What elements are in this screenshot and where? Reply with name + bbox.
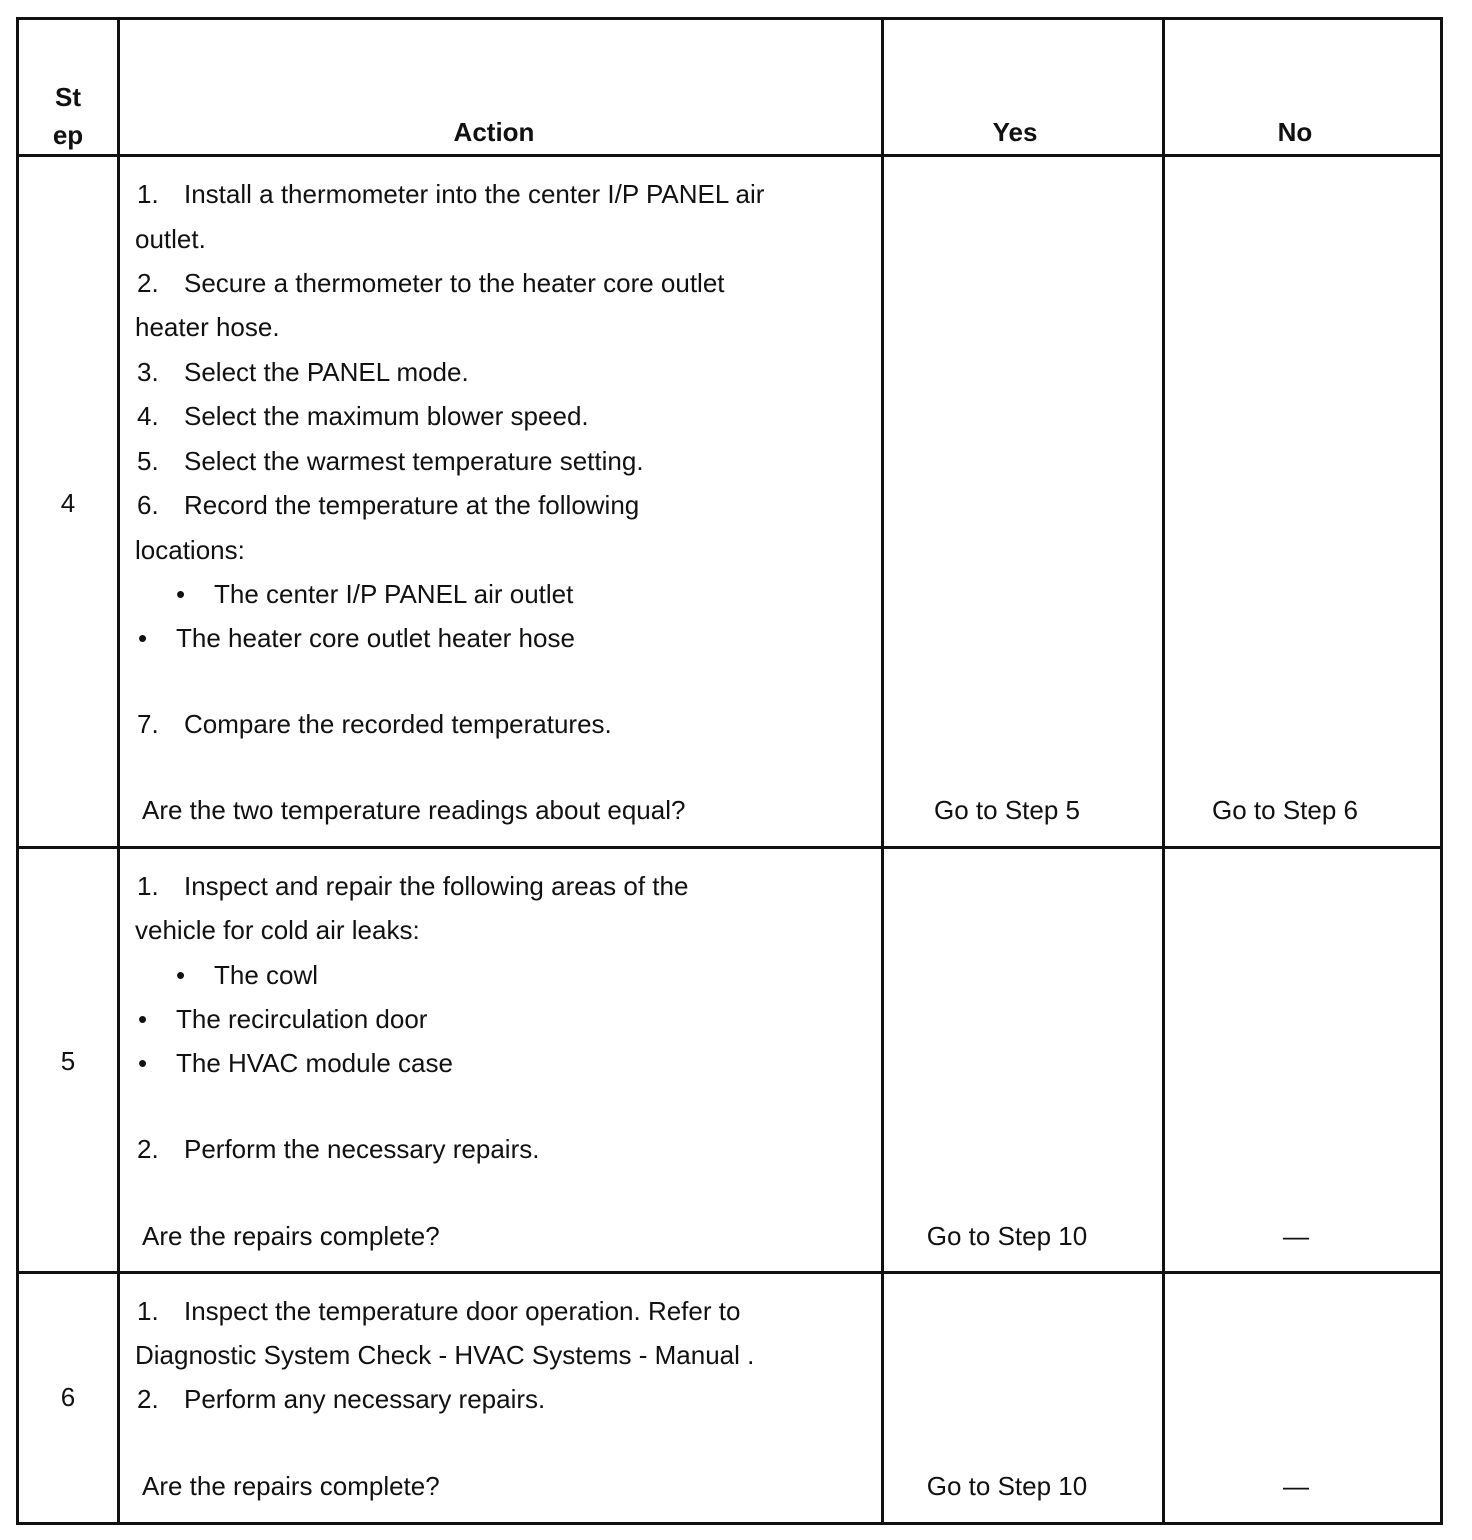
bullet-icon: • — [138, 623, 148, 653]
header-action: Action — [453, 117, 535, 147]
no-dash: — — [1283, 1221, 1309, 1251]
yes-link[interactable]: Go to Step 5 — [934, 795, 1080, 825]
header-yes: Yes — [992, 117, 1038, 147]
bullet-icon: • — [138, 1004, 148, 1034]
column-divider-yes — [1162, 18, 1165, 1525]
step-number: 4 — [60, 488, 76, 518]
header-step-line2: ep — [52, 120, 84, 150]
action-line: 2. Perform the necessary repairs. — [137, 1134, 540, 1164]
header-divider — [16, 154, 1443, 157]
action-line: 4. Select the maximum blower speed. — [137, 401, 589, 431]
action-line: 7. Compare the recorded temperatures. — [137, 709, 612, 739]
bullet-line: • The center I/P PANEL air outlet — [176, 579, 574, 609]
table-border-bottom — [16, 1522, 1443, 1525]
action-line: 1. Install a thermometer into the center I/P PANEL air — [137, 179, 765, 209]
question-line: Are the repairs complete? — [142, 1471, 440, 1501]
list-number: 4. — [137, 401, 159, 431]
row-divider-4-5 — [16, 846, 1443, 849]
bullet-icon: • — [176, 960, 186, 990]
no-link[interactable]: Go to Step 6 — [1212, 795, 1358, 825]
action-line: 6. Record the temperature at the following — [137, 490, 640, 520]
bullet-line: • The cowl — [176, 960, 319, 990]
list-number: 3. — [137, 357, 159, 387]
bullet-line: • The heater core outlet heater hose — [138, 623, 575, 653]
question-line: Are the repairs complete? — [142, 1221, 440, 1251]
yes-link[interactable]: Go to Step 10 — [926, 1471, 1088, 1501]
list-number: 7. — [137, 709, 159, 739]
table-border-left — [16, 18, 19, 1525]
bullet-line: • The recirculation door — [138, 1004, 428, 1034]
bullet-icon: • — [176, 579, 186, 609]
list-number: 6. — [137, 490, 159, 520]
column-divider-step — [117, 18, 120, 1525]
row-divider-5-6 — [16, 1271, 1443, 1274]
action-line: 5. Select the warmest temperature setting. — [137, 446, 644, 476]
list-number: 1. — [137, 871, 159, 901]
list-number: 2. — [137, 1134, 159, 1164]
step-number: 6 — [60, 1382, 76, 1412]
question-line: Are the two temperature readings about equal? — [142, 795, 686, 825]
bullet-line: • The HVAC module case — [138, 1048, 453, 1078]
bullet-icon: • — [138, 1048, 148, 1078]
action-line: vehicle for cold air leaks: — [135, 915, 420, 945]
action-line: 1. Inspect the temperature door operation. Refer to — [137, 1296, 741, 1326]
action-line: locations: — [135, 535, 245, 565]
header-step-line1: St — [55, 82, 81, 112]
header-step — [18, 78, 118, 154]
action-line: outlet. — [135, 224, 206, 254]
column-divider-action — [881, 18, 884, 1525]
action-line: 2. Perform any necessary repairs. — [137, 1384, 546, 1414]
yes-link[interactable]: Go to Step 10 — [926, 1221, 1088, 1251]
list-number: 1. — [137, 179, 159, 209]
list-number: 2. — [137, 1384, 159, 1414]
header-no: No — [1277, 117, 1313, 147]
action-line: Diagnostic System Check - HVAC Systems - Manual . — [135, 1340, 755, 1370]
action-line: 2. Secure a thermometer to the heater core outlet — [137, 268, 725, 298]
step-number: 5 — [60, 1046, 76, 1076]
no-dash: — — [1283, 1471, 1309, 1501]
list-number: 5. — [137, 446, 159, 476]
table-border-top — [16, 17, 1443, 20]
action-line: heater hose. — [135, 312, 280, 342]
action-line: 1. Inspect and repair the following areas of the — [137, 871, 689, 901]
action-line: 3. Select the PANEL mode. — [137, 357, 469, 387]
list-number: 1. — [137, 1296, 159, 1326]
list-number: 2. — [137, 268, 159, 298]
table-border-right — [1440, 18, 1443, 1525]
